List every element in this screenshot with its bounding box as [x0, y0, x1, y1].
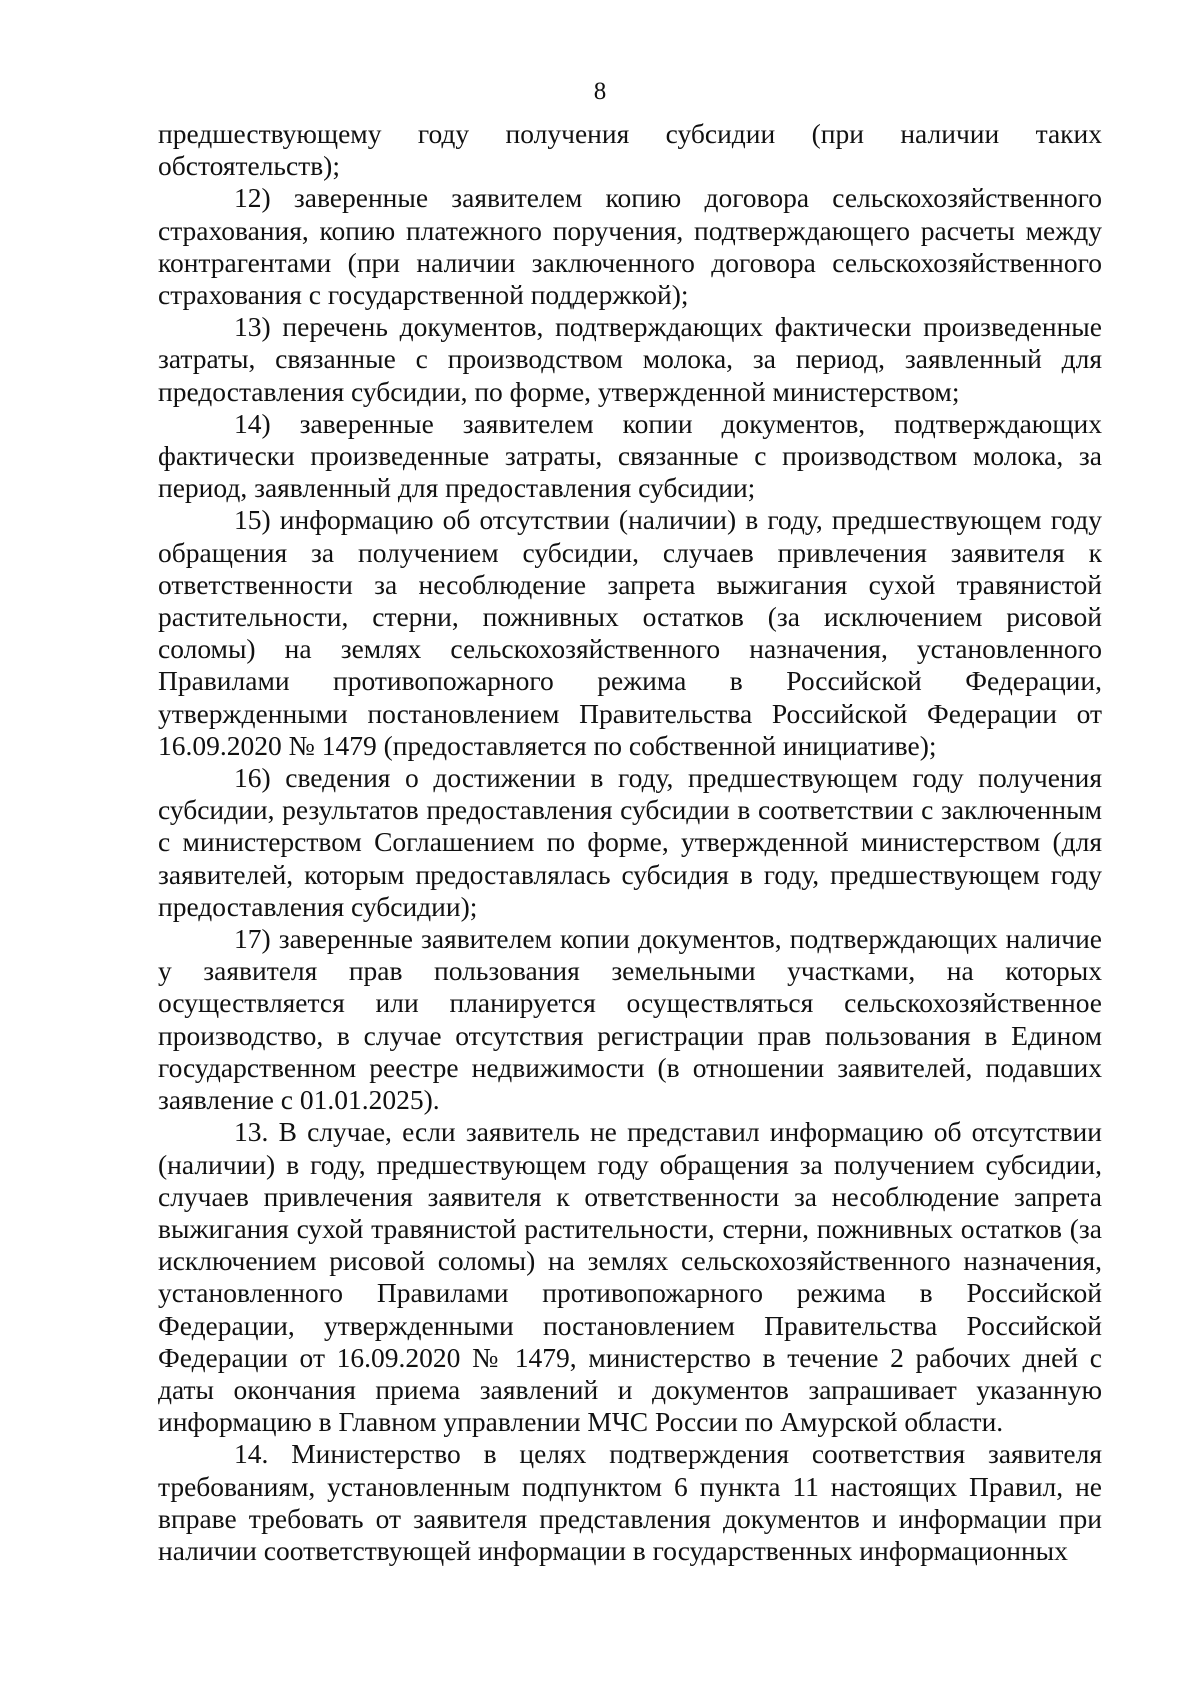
list-item-15: 15) информацию об отсутствии (наличии) в году, предшествующем году обращения за получением субсидии, случаев привлечения заявителя к ответственности за несоблюдение запрета выжигания сухой травянистой растительности, стерни, пожнивных остатков (за исключением рисовой соломы) на землях сельскохозяйственного назначения, установленного Правилами противопожарного режима в Российской Федерации, утвержденными постановлением Правительства Российской Федерации от 16.09.2020 № 1479 (предоставляется по собственной инициативе); — [158, 504, 1102, 761]
list-item-16: 16) сведения о достижении в году, предшествующем году получения субсидии, результатов предоставления субсидии в соответствии с заключенным с министерством Соглашением по форме, утвержденной министерством (для заявителей, которым предоставлялась субсидия в году, предшествующем году предоставления субсидии); — [158, 762, 1102, 922]
list-item-17: 17) заверенные заявителем копии документов, подтверждающих наличие у заявителя прав пользования земельными участками, на которых осуществляется или планируется осуществляться сельскохозяйственное производство, в случае отсутствия регистрации прав пользования в Едином государственном реестре недвижимости (в отношении заявителей, подавших заявление с 01.01.2025). — [158, 923, 1102, 1116]
clause-13: 13. В случае, если заявитель не представил информацию об отсутствии (наличии) в году, предшествующем году обращения за получением субсидии, случаев привлечения заявителя к ответственности за несоблюдение запрета выжигания сухой травянистой растительности, стерни, пожнивных остатков (за исключением рисовой соломы) на землях сельскохозяйственного назначения, установленного Правилами противопожарного режима в Российской Федерации, утвержденными постановлением Правительства Российской Федерации от 16.09.2020 № 1479, министерство в течение 2 рабочих дней с даты окончания приема заявлений и документов запрашивает указанную информацию в Главном управлении МЧС России по Амурской области. — [158, 1116, 1102, 1438]
page-number: 8 — [593, 78, 607, 105]
clause-14: 14. Министерство в целях подтверждения соответствия заявителя требованиям, установленным подпунктом 6 пункта 11 настоящих Правил, не вправе требовать от заявителя представления документов и информации при наличии соответствующей информации в государственных информационных — [158, 1438, 1102, 1566]
list-item-13: 13) перечень документов, подтверждающих фактически произведенные затраты, связанные с производством молока, за период, заявленный для предоставления субсидии, по форме, утвержденной министерством; — [158, 311, 1102, 407]
document-body — [158, 118, 1102, 1567]
paragraph-continuation: предшествующему году получения субсидии (при наличии таких обстоятельств); — [158, 118, 1102, 182]
list-item-12: 12) заверенные заявителем копию договора сельскохозяйственного страхования, копию платежного поручения, подтверждающего расчеты между контрагентами (при наличии заключенного договора сельскохозяйственного страхования с государственной поддержкой); — [158, 182, 1102, 311]
list-item-14: 14) заверенные заявителем копии документов, подтверждающих фактически произведенные затраты, связанные с производством молока, за период, заявленный для предоставления субсидии; — [158, 407, 1102, 504]
